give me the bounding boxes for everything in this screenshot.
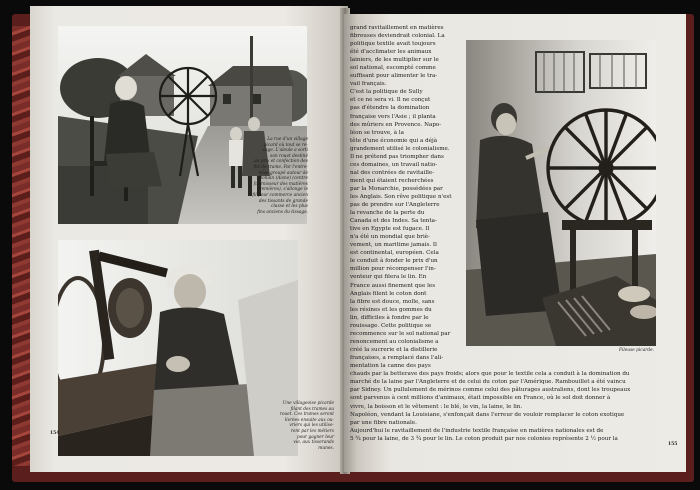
caption-fileuse-picarde: Fileuse picarde. (619, 348, 654, 353)
right-column-text: grand ravitaillement en matières fibreuses deviendrait colonial. La politique textile avait toujours été d'acclimater les animaux lainiers, de les multiplier sur le sol national, escompté comme suffisant pour alimenter le tra- vail français. C'est la politique de Sully et ce ne sera vi. Il ne conçut pas d'étendre la domination française vers l'Asie ; il planta des mûriers en Provence. Napo- léon se trouve, à la tête d'une économie qui a déjà grandement utilisé le colonialisme. Il ne prétend pas triompher dans ces domaines, un travail natio- nal des contrées de ravitaille- ment qui étaient recherchées par la Monarchie, possédées par les Anglais. Son rêve politique n'est pas de prendre sur l'Angleterre la revanche de la perte du Canada et des Indes. Sa tenta- tive en Egypte est fugace. Il n'a été un mondial que briè- vement, un maritime jamais. Il est continental, européen. Cela le conduit à fonder le prix d'un million pour récompenser l'in- venteur qui filera le lin. En France aussi finement que les Anglais filent le coton dont la fibre est douce, molle, sans les résines et les gommes du lin, difficiles à fondre par le rouissage. Cette politique se recommence sur le sol national par renoncement au colonialisme a créé la sucrerie et la distillerie françaises, a remplacé dans l'ali- mentation la canne des pays (350, 25, 452, 369)
page-number-right: 155 (668, 442, 678, 447)
caption-villager-spinning: Une villageoise picarde filant des trames au rouet. Ces trames seront livrées ensuite aux ou- vriers qui les utilise- ront par les métiers pour gagner leur vie, aux tisserands munes. (279, 401, 334, 451)
caption-village-street: La rue d'un village picard où tout se re- sage. L'aïeule a sorti son rouet destiné au prix et confection des fils de trame. Par l'entre- mise groupé autour de Bohain (Aisne) (centre fournisseur des matières premières), s'allonge le fil pour commerce ancien des tissants de grande classe et les plus fins anciens du tissage. (252, 137, 308, 215)
photo-fileuse-picarde (466, 40, 656, 346)
right-page (344, 14, 686, 472)
bottom-body-text: chauds par la betterave des pays froids; alors que pour le textile cela a conduit à la domination du marché de la laine par l'Angleterre et de celui du coton par l'Amérique. Rambouillet a été vaincu par Sidney. Un pullulement de mérinos comme celui des pâturages australiens, dont les troupeaux sont parvenus à cent millions d'animaux, était impossible en France, où le sol doit donner à vivre, la boisson et le vêtement : le blé, le vin, la laine, le lin. Napoléon, vendant la Louisiane, s'enfonçait dans l'erreur de vouloir remplacer le coton exotique par une fibre nationale. Aujourd'hui le ravitaillement de l'industrie textile française en matières nationales est de 5 ¾ pour la laine, de 3 ¾ pour le lin. Le coton produit par nos colonies représente 2 ½ pour la (350, 371, 631, 443)
photo-villager-spinning (58, 240, 298, 456)
page-number-left: 154 (50, 431, 60, 436)
left-page (30, 6, 348, 472)
